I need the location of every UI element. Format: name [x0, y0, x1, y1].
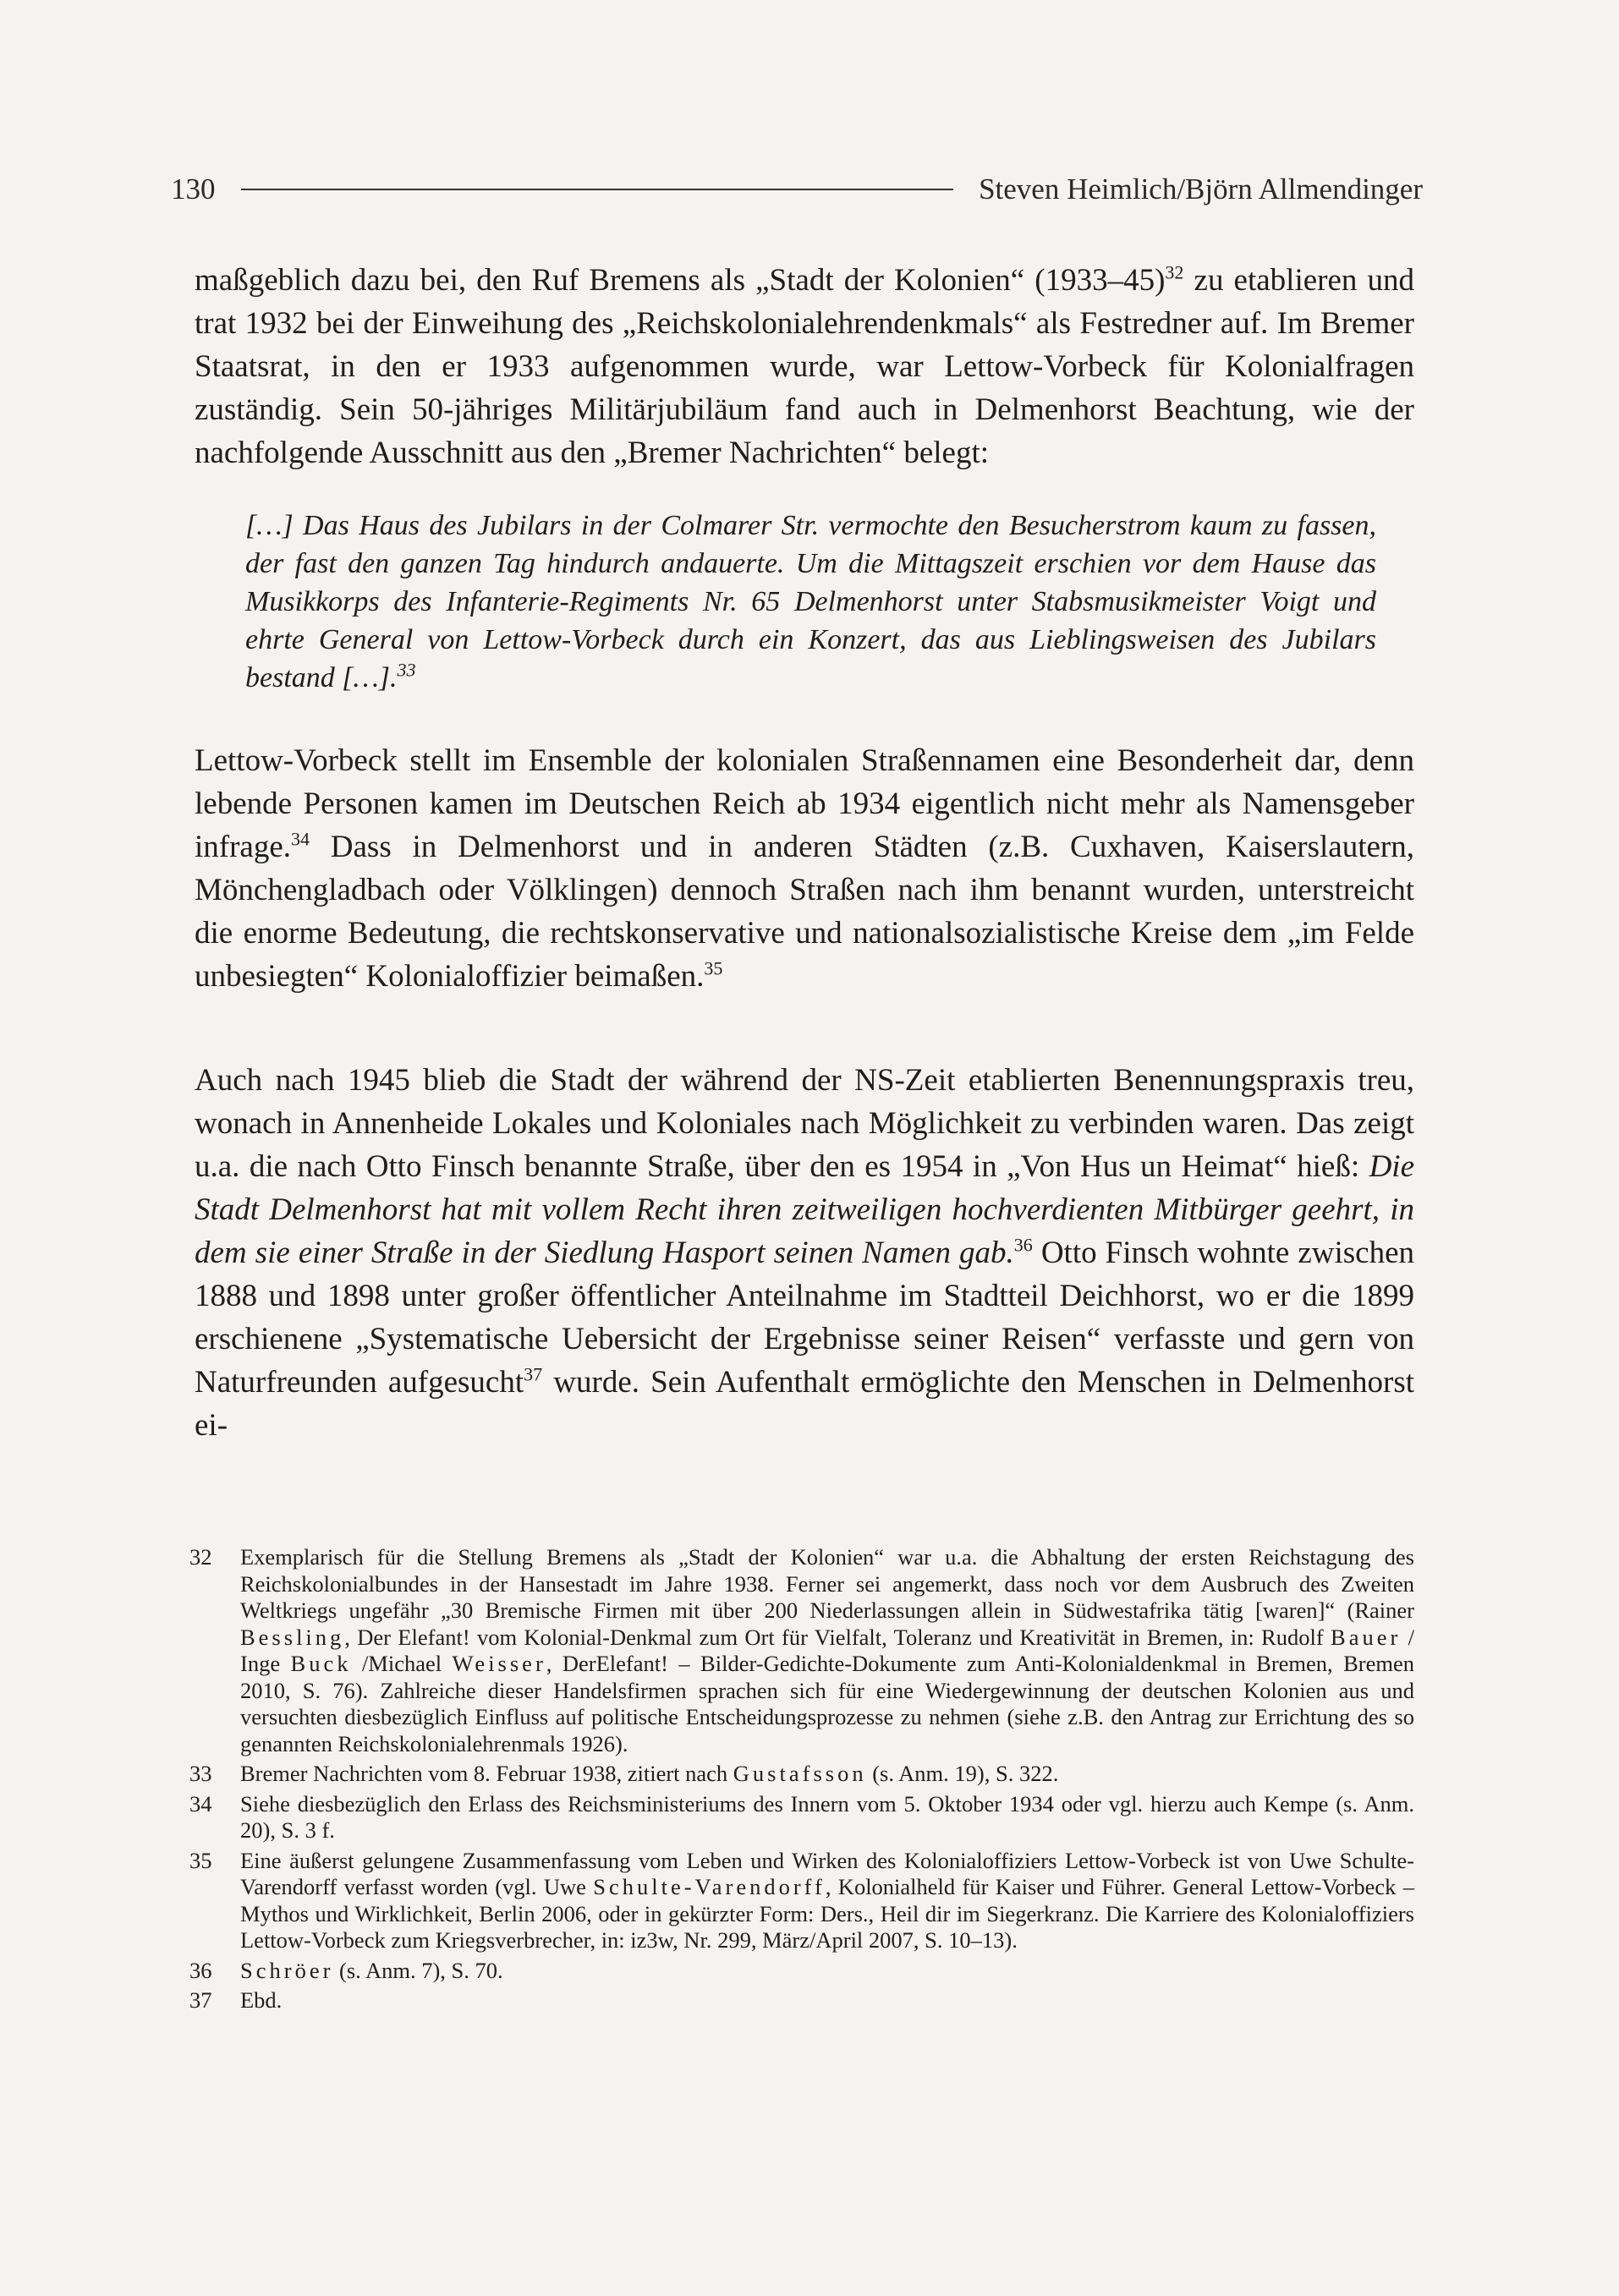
footnote-ref-34: 34	[291, 828, 310, 850]
footnote-32	[189, 1544, 1414, 1757]
footnote-33	[189, 1761, 1414, 1788]
footnote-35	[189, 1848, 1414, 1954]
running-header-authors: Steven Heimlich/Björn Allmendinger	[979, 173, 1423, 205]
paragraph-gap	[195, 998, 1414, 1059]
footnote-ref-33: 33	[397, 659, 416, 681]
footnote-text: Bremer Nachrichten vom 8. Februar 1938, zitiert nach Gustafsson (s. Anm. 19), S. 322.	[240, 1761, 1059, 1786]
footnote-text: Exemplarisch für die Stellung Bremens als „Stadt der Kolonien“ war u.a. die Abhaltung der ersten Reichstagung des Reichskolonialbundes in der Hansestadt im Jahre 1938. Ferner sei angemerkt, dass noch vor dem Ausbruch des Zweiten Weltkriegs ungefähr „30 Bremische Firmen mit über 200 Niederlassungen allein in Südwestafrika tätig [waren]“ (Rainer Bessling, Der Elefant! vom Kolonial-Denkmal zum Ort für Vielfalt, Toleranz und Kreativität in Bremen, in: Rudolf Bauer / Inge Buck /Michael Weisser, DerElefant! – Bilder-Gedichte-Dokumente zum Anti-Kolonialdenkmal in Bremen, Bremen 2010, S. 76). Zahlreiche dieser Handelsfirmen sprachen sich für eine Wiedergewinnung der deutschen Kolonien aus und versuchten diesbezüglich Einfluss auf politische Entscheidungsprozesse zu nehmen (siehe z.B. den Antrag zur Errichtung des so genannten Reichskolonialehrenmals 1926).	[240, 1544, 1414, 1756]
footnote-text: Schröer (s. Anm. 7), S. 70.	[240, 1957, 503, 1983]
footnote-text: Eine äußerst gelungene Zusammenfassung vom Leben und Wirken des Kolonialoffiziers Lettow-Vorbeck ist von Uwe Schulte-Varendorff verfasst worden (vgl. Uwe Schulte-Varendorff, Kolonialheld für Kaiser und Führer. General Lettow-Vorbeck – Mythos und Wirklichkeit, Berlin 2006, oder in gekürzter Form: Ders., Heil dir im Siegerkranz. Die Karriere des Kolonialoffiziers Lettow-Vorbeck zum Kriegsverbrecher, in: iz3w, Nr. 299, März/April 2007, S. 10–13).	[240, 1847, 1414, 1953]
footnote-number: 34	[189, 1790, 212, 1817]
footnote-37	[189, 1987, 1414, 2014]
footnote-number: 33	[189, 1761, 212, 1786]
main-text	[195, 259, 1414, 1447]
footnote-number: 36	[189, 1957, 212, 1983]
footnote-ref-35: 35	[704, 957, 723, 979]
page-number: 130	[171, 173, 216, 205]
footnote-number: 35	[189, 1847, 212, 1873]
footnote-ref-32: 32	[1165, 261, 1184, 283]
footnote-text: Ebd.	[240, 1987, 283, 2013]
footnote-number: 32	[189, 1544, 212, 1570]
footnote-number: 37	[189, 1987, 212, 2013]
paragraph-2: Lettow-Vorbeck stellt im Ensemble der kolonialen Straßennamen eine Besonderheit dar, denn lebende Personen kamen im Deutschen Reich ab 1934 eigentlich nicht mehr als Namensgeber infrage.$^{34}$ Dass in Delmenhorst und in anderen Städten (z.B. Cuxhaven, Kaiserslautern, Mönchengladbach oder Völklingen) dennoch Straßen nach ihm benannt wurden, unterstreicht die enorme Bedeutung, die rechtskonservative und nationalsozialistische Kreise dem „im Felde unbesiegten“ Kolonialoffizier beimaßen.$^{35}$	[195, 743, 1414, 994]
footnote-text: Siehe diesbezüglich den Erlass des Reichsministeriums des Innern vom 5. Oktober 1934 oder vgl. hierzu auch Kempe (s. Anm. 20), S. 3 f.	[240, 1790, 1414, 1843]
footnote-ref-37: 37	[524, 1363, 543, 1385]
header-rule	[241, 189, 954, 190]
footnotes	[189, 1544, 1414, 2018]
running-header	[171, 166, 1423, 213]
block-quote: […] Das Haus des Jubilars in der Colmarer Str. vermochte den Besucherstrom kaum zu fassen, der fast den ganzen Tag hindurch andauerte. Um die Mittagszeit erschien vor dem Hause das Musikkorps des Infanterie-Regiments Nr. 65 Delmenhorst unter Stabsmusikmeister Voigt und ehrte General von Lettow-Vorbeck durch ein Konzert, das aus Lieblingsweisen des Jubilars bestand […].$^{33}$	[245, 510, 1376, 693]
inline-quote: Die Stadt Delmenhorst hat mit vollem Recht ihren zeitweiligen hochverdienten Mitbürger geehrt, in dem sie einer Straße in der Siedlung Hasport seinen Namen gab.	[195, 1149, 1414, 1270]
paragraph-1: maßgeblich dazu bei, den Ruf Bremens als „Stadt der Kolonien“ (1933–45)$^{32}$ zu etablieren und trat 1932 bei der Einweihung des „Reichskolonialehrendenkmals“ als Festredner auf. Im Bremer Staatsrat, in den er 1933 aufgenommen wurde, war Lettow-Vorbeck für Kolonialfragen zuständig. Sein 50-jähriges Militärjubiläum fand auch in Delmenhorst Beachtung, wie der nachfolgende Ausschnitt aus den „Bremer Nachrichten“ belegt:	[195, 261, 1414, 470]
footnote-36	[189, 1958, 1414, 1985]
footnote-34	[189, 1791, 1414, 1844]
paragraph-3: Auch nach 1945 blieb die Stadt der während der NS-Zeit etablierten Benennungspraxis treu, wonach in Annenheide Lokales und Koloniales nach Möglichkeit zu verbinden waren. Das zeigt u.a. die nach Otto Finsch benannte Straße, über den es 1954 in „Von Hus un Heimat“ hieß: Die Stadt Delmenhorst hat mit vollem Recht ihren zeitweiligen hochverdienten Mitbürger geehrt, in dem sie einer Straße in der Siedlung Hasport seinen Namen gab.$^{36}$ Otto Finsch wohnte zwischen 1888 und 1898 unter großer öffentlicher Anteilnahme im Stadtteil Deichhorst, wo er die 1899 erschienene „Systematische Uebersicht der Ergebnisse seiner Reisen“ verfasste und gern von Naturfreunden aufgesucht$^{37}$ wurde. Sein Aufenthalt ermöglichte den Menschen in Delmenhorst ei-	[195, 1063, 1415, 1443]
footnote-ref-36: 36	[1013, 1234, 1033, 1256]
